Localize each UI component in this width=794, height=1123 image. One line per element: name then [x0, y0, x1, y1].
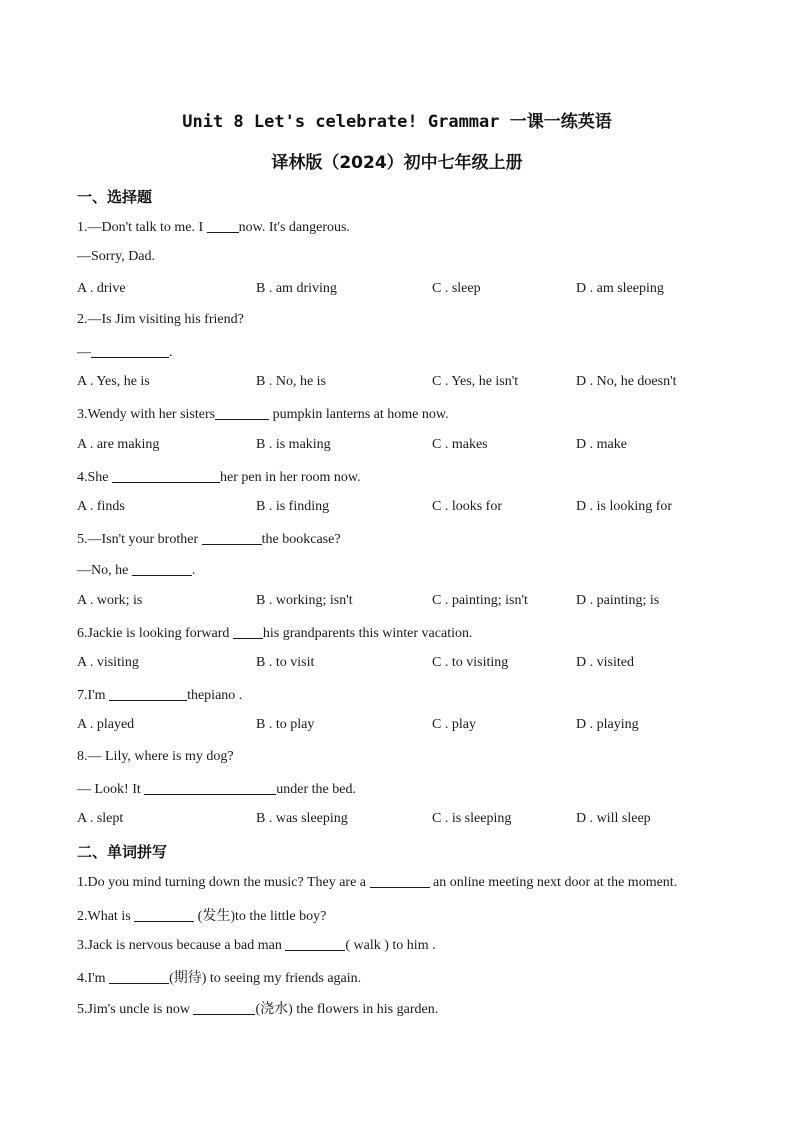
- spelling-item-3: [77, 936, 436, 954]
- answer-blank[interactable]: [285, 936, 345, 951]
- option-d[interactable]: D . is looking for: [576, 499, 673, 514]
- question-text: 7.I'm: [77, 688, 110, 703]
- answer-blank[interactable]: [91, 343, 169, 358]
- item-text: 1.Do you mind turning down the music? They are a: [77, 875, 370, 890]
- option-b[interactable]: B . is finding: [256, 499, 330, 514]
- question-text: his grandparents this winter vacation.: [262, 626, 473, 641]
- question-text: 1.—Don't talk to me. I: [77, 220, 207, 235]
- question-text: pumpkin lanterns at home now.: [269, 407, 449, 422]
- option-d[interactable]: D . playing: [576, 717, 639, 732]
- answer-blank[interactable]: [207, 218, 239, 233]
- item-text: 3.Jack is nervous because a bad man: [77, 938, 286, 953]
- section-heading-choice: 一、选择题: [77, 188, 153, 206]
- question-8-line-1: 8.— Lily, where is my dog?: [77, 749, 234, 764]
- option-b[interactable]: B . No, he is: [256, 374, 326, 389]
- question-2-line-1: 2.—Is Jim visiting his friend?: [77, 312, 244, 327]
- answer-blank[interactable]: [144, 780, 276, 795]
- option-c[interactable]: C . makes: [432, 437, 488, 452]
- question-text: 6.Jackie is looking forward: [77, 626, 233, 641]
- option-c[interactable]: C . sleep: [432, 281, 481, 296]
- option-a[interactable]: A . are making: [77, 437, 160, 452]
- spelling-item-2: [77, 905, 326, 925]
- option-b[interactable]: B . was sleeping: [256, 811, 348, 826]
- option-c[interactable]: C . looks for: [432, 499, 502, 514]
- question-6-line-1: [77, 624, 472, 642]
- answer-blank[interactable]: [109, 686, 187, 701]
- title-line-2: 译林版（2024）初中七年级上册: [271, 153, 523, 173]
- option-b[interactable]: B . working; isn't: [256, 593, 353, 608]
- title-line-1: Unit 8 Let's celebrate! Grammar 一课一练英语: [182, 112, 612, 132]
- option-b[interactable]: B . am driving: [256, 281, 337, 296]
- item-text: (期待) to seeing my friends again.: [169, 971, 362, 986]
- option-d[interactable]: D . painting; is: [576, 593, 660, 608]
- option-d[interactable]: D . will sleep: [576, 811, 651, 826]
- option-a[interactable]: A . finds: [77, 499, 125, 514]
- answer-blank[interactable]: [134, 907, 194, 922]
- answer-blank[interactable]: [193, 1000, 255, 1015]
- question-text: now. It's dangerous.: [238, 220, 350, 235]
- answer-blank[interactable]: [215, 405, 269, 420]
- answer-blank[interactable]: [370, 873, 430, 888]
- question-text: 4.She: [77, 470, 112, 485]
- section-heading-spelling: 二、单词拼写: [77, 843, 168, 861]
- question-1-line-1: [77, 218, 350, 236]
- question-text: —No, he: [77, 563, 132, 578]
- item-text: ( walk ) to him .: [345, 938, 436, 953]
- option-b[interactable]: B . to visit: [256, 655, 315, 670]
- question-5-line-2: [77, 561, 195, 579]
- option-b[interactable]: B . is making: [256, 437, 331, 452]
- option-a[interactable]: A . drive: [77, 281, 126, 296]
- option-d[interactable]: D . make: [576, 437, 627, 452]
- question-text: the bookcase?: [261, 532, 341, 547]
- option-d[interactable]: D . visited: [576, 655, 634, 670]
- answer-blank[interactable]: [132, 561, 192, 576]
- option-d[interactable]: D . No, he doesn't: [576, 374, 677, 389]
- option-a[interactable]: A . visiting: [77, 655, 139, 670]
- answer-blank[interactable]: [112, 468, 220, 483]
- question-7-line-1: [77, 686, 242, 704]
- question-text: —: [77, 345, 91, 360]
- question-text: her pen in her room now.: [220, 470, 361, 485]
- question-text: under the bed.: [276, 782, 356, 797]
- option-a[interactable]: A . work; is: [77, 593, 143, 608]
- item-text: an online meeting next door at the moment.: [429, 875, 678, 890]
- question-2-line-2: [77, 343, 173, 361]
- answer-blank[interactable]: [202, 530, 262, 545]
- question-text: — Look! It: [77, 782, 145, 797]
- item-text: (浇水) the flowers in his garden.: [255, 1002, 439, 1017]
- item-text: 2.What is: [77, 909, 135, 924]
- item-text: 5.Jim's uncle is now: [77, 1002, 194, 1017]
- spelling-item-1: [77, 873, 677, 891]
- spelling-item-4: [77, 967, 361, 987]
- question-8-line-2: [77, 780, 356, 798]
- option-c[interactable]: C . play: [432, 717, 476, 732]
- option-c[interactable]: C . painting; isn't: [432, 593, 528, 608]
- option-c[interactable]: C . to visiting: [432, 655, 509, 670]
- item-text: 4.I'm: [77, 971, 110, 986]
- question-text: thepiano .: [187, 688, 243, 703]
- answer-blank[interactable]: [233, 624, 263, 639]
- option-c[interactable]: C . is sleeping: [432, 811, 512, 826]
- option-a[interactable]: A . played: [77, 717, 135, 732]
- option-d[interactable]: D . am sleeping: [576, 281, 664, 296]
- question-text: 3.Wendy with her sisters: [77, 407, 216, 422]
- spelling-item-5: [77, 998, 438, 1018]
- question-3-line-1: [77, 405, 449, 423]
- question-5-line-1: [77, 530, 341, 548]
- option-b[interactable]: B . to play: [256, 717, 315, 732]
- option-a[interactable]: A . Yes, he is: [77, 374, 150, 389]
- question-text: .: [191, 563, 196, 578]
- question-text: 5.—Isn't your brother: [77, 532, 202, 547]
- option-c[interactable]: C . Yes, he isn't: [432, 374, 519, 389]
- question-text: .: [169, 345, 173, 360]
- answer-blank[interactable]: [109, 969, 169, 984]
- option-a[interactable]: A . slept: [77, 811, 124, 826]
- item-text: (发生)to the little boy?: [194, 909, 327, 924]
- question-4-line-1: [77, 468, 361, 486]
- question-1-line-2: —Sorry, Dad.: [77, 249, 156, 264]
